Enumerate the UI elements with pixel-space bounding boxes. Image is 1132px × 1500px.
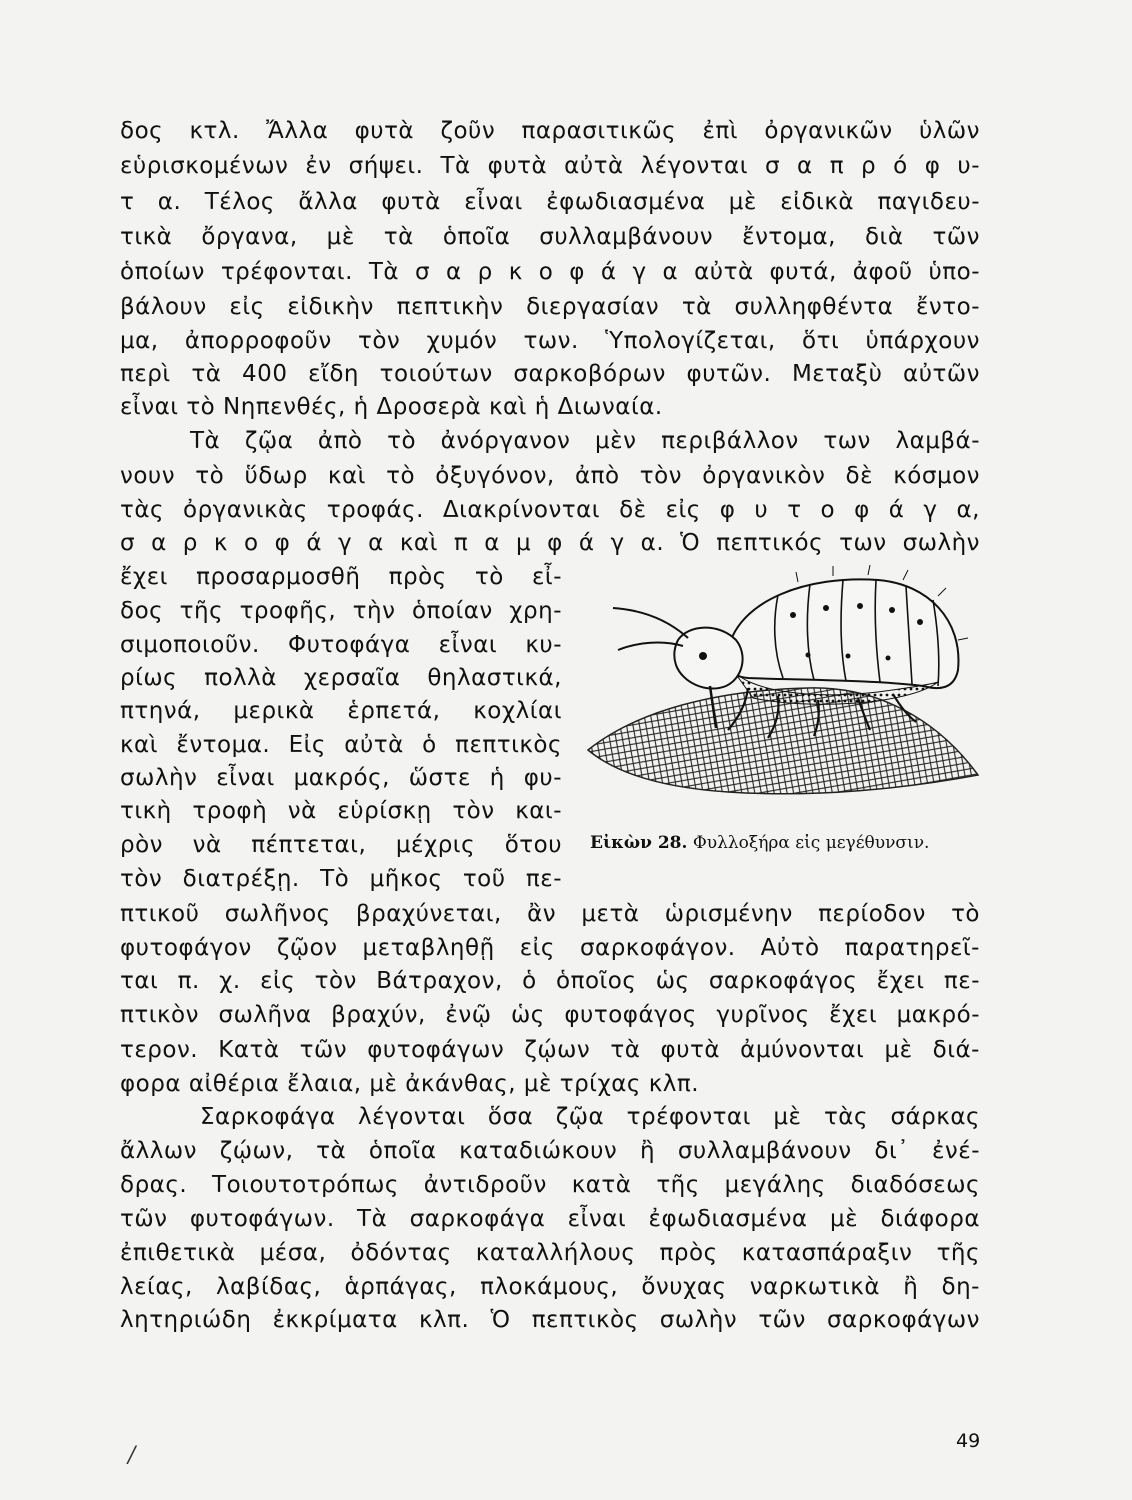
text-line: ἄλλων ζῴων, τὰ ὁποῖα καταδιώκουν ἢ συλλαμβάνουν δι᾽ ἐνέ- (120, 1138, 980, 1164)
text-line: τῶν φυτοφάγων. Τὰ σαρκοφάγα εἶναι ἐφωδιασμένα μὲ διάφορα (120, 1206, 980, 1232)
text-line: ὁποίων τρέφονται. Τὰ σ α ρ κ ο φ ά γ α αὐτὰ φυτά, ἀφοῦ ὑπο- (120, 259, 980, 285)
text-line: τ α. Τέλος ἄλλα φυτὰ εἶναι ἐφωδιασμένα μὲ εἰδικὰ παγιδευ- (120, 189, 980, 215)
wrapped-text-line: σιμοποιοῦν. Φυτοφάγα εἶναι κυ- (120, 632, 562, 658)
wrapped-text-line: πτηνά, μερικὰ ἑρπετά, κοχλίαι (120, 698, 562, 724)
text-line: βάλουν εἰς εἰδικὴν πεπτικὴν διεργασίαν τὰ συλληφθέντα ἔντο- (120, 294, 980, 320)
wrapped-text-line: ρίως πολλὰ χερσαῖα θηλαστικά, (120, 665, 562, 691)
text-line: πτικὸν σωλῆνα βραχύν, ἐνῷ ὡς φυτοφάγος γυρῖνος ἔχει μακρό- (120, 1002, 980, 1028)
figure-caption (590, 833, 929, 853)
text-line: λείας, λαβίδας, ἁρπάγας, πλοκάμους, ὄνυχας ναρκωτικὰ ἢ δη- (120, 1274, 980, 1300)
text-line: εὑρισκομένων ἐν σήψει. Τὰ φυτὰ αὐτὰ λέγονται σ α π ρ ό φ υ- (120, 153, 980, 179)
paragraph-start-line: Τὰ ζῷα ἀπὸ τὸ ἀνόργανον μὲν περιβάλλον των λαμβά- (190, 428, 980, 454)
wrapped-text-line: καὶ ἔντομα. Εἰς αὐτὰ ὁ πεπτικὸς (120, 732, 562, 758)
page-number: 49 (956, 1430, 981, 1452)
text-line: νουν τὸ ὕδωρ καὶ τὸ ὀξυγόνον, ἀπὸ τὸν ὀργανικὸν δὲ κόσμον (120, 463, 980, 489)
text-line: μα, ἀπορροφοῦν τὸν χυμόν των. Ὑπολογίζεται, ὅτι ὑπάρχουν (120, 328, 980, 354)
wrapped-text-line: τικὴ τροφὴ νὰ εὑρίσκῃ τὸν και- (120, 798, 562, 824)
paragraph-start-line: Σαρκοφάγα λέγονται ὅσα ζῷα τρέφονται μὲ τὰς σάρκας (200, 1104, 980, 1130)
text-line: τικὰ ὄργανα, μὲ τὰ ὁποῖα συλλαμβάνουν ἔντομα, διὰ τῶν (120, 224, 980, 250)
text-line: ἐπιθετικὰ μέσα, ὀδόντας καταλλήλους πρὸς κατασπάραξιν τῆς (120, 1240, 980, 1266)
text-line: δος κτλ. Ἄλλα φυτὰ ζοῦν παρασιτικῶς ἐπὶ ὀργανικῶν ὑλῶν (120, 118, 980, 144)
wrapped-text-line: τὸν διατρέξῃ. Τὸ μῆκος τοῦ πε- (120, 866, 562, 892)
text-line: τὰς ὀργανικὰς τροφάς. Διακρίνονται δὲ εἰς φ υ τ ο φ ά γ α, (120, 497, 980, 523)
text-line: τερον. Κατὰ τῶν φυτοφάγων ζῴων τὰ φυτὰ ἀμύνονται μὲ διά- (120, 1037, 980, 1063)
figure-caption-text: Φυλλοξήρα εἰς μεγέθυνσιν. (692, 833, 930, 853)
wrapped-text-line: ρὸν νὰ πέπτεται, μέχρις ὅτου (120, 832, 562, 858)
text-line: φορα αἰθέρια ἔλαια, μὲ ἀκάνθας, μὲ τρίχας κλπ. (120, 1071, 700, 1097)
text-line: σ α ρ κ ο φ ά γ α καὶ π α μ φ ά γ α. Ὁ πεπτικός των σωλὴν (120, 530, 980, 556)
figure-caption-label: Εἰκὼν 28. (590, 833, 688, 853)
wrapped-text-line: σωλὴν εἶναι μακρός, ὥστε ἡ φυ- (120, 765, 562, 791)
wrapped-text-line: ἔχει προσαρμοσθῆ πρὸς τὸ εἶ- (120, 564, 562, 590)
wrapped-text-line: δος τῆς τροφῆς, τὴν ὁποίαν χρη- (120, 598, 562, 624)
text-line: περὶ τὰ 400 εἴδη τοιούτων σαρκοβόρων φυτῶν. Μεταξὺ αὐτῶν (120, 361, 980, 387)
text-line: δρας. Τοιουτοτρόπως ἀντιδροῦν κατὰ τῆς μεγάλης διαδόσεως (120, 1172, 980, 1198)
text-line: φυτοφάγον ζῷον μεταβληθῇ εἰς σαρκοφάγον. Αὐτὸ παρατηρεῖ- (120, 935, 980, 961)
text-line: πτικοῦ σωλῆνος βραχύνεται, ἂν μετὰ ὡρισμένην περίοδον τὸ (120, 901, 980, 927)
text-line: ται π. χ. εἰς τὸν Βάτραχον, ὁ ὁποῖος ὡς σαρκοφάγος ἔχει πε- (120, 968, 980, 994)
phylloxera-illustration (578, 560, 988, 800)
text-line: εἶναι τὸ Νηπενθές, ἡ Δροσερὰ καὶ ἡ Διωναία. (120, 394, 663, 420)
margin-mark: / (128, 1443, 136, 1468)
text-line: λητηριώδη ἐκκρίματα κλπ. Ὁ πεπτικὸς σωλὴν τῶν σαρκοφάγων (120, 1307, 980, 1333)
